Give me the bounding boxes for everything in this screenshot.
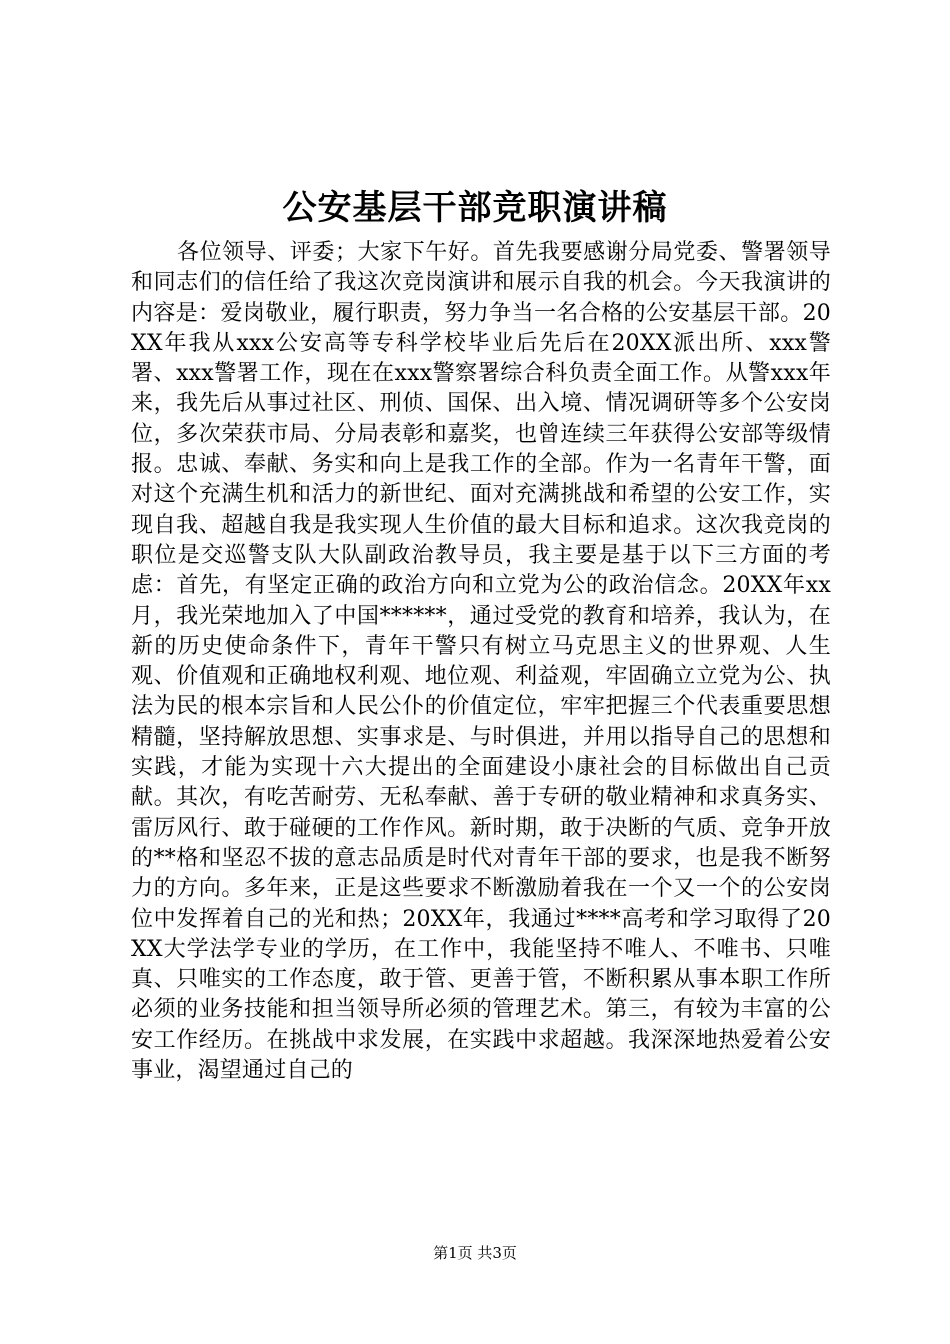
page-footer-indicator: 第1页 共3页 [433, 1244, 517, 1262]
document-title: 公安基层干部竞职演讲稿 [282, 188, 668, 228]
document-body-paragraph: 各位领导、评委；大家下午好。首先我要感谢分局党委、警署领导和同志们的信任给了我这次竞岗演讲和展示自我的机会。今天我演讲的内容是：爱岗敬业，履行职责，努力争当一名合格的公安基层干部。20XX年我从xxx公安高等专科学校毕业后先后在20XX派出所、xxx警署、xxx警署工作，现在在xxx警察署综合科负责全面工作。从警xxx年来，我先后从事过社区、刑侦、国保、出入境、情况调研等多个公安岗位，多次荣获市局、分局表彰和嘉奖，也曾连续三年获得公安部等级情报。忠诚、奉献、务实和向上是我工作的全部。作为一名青年干警，面对这个充满生机和活力的新世纪、面对充满挑战和希望的公安工作，实现自我、超越自我是我实现人生价值的最大目标和追求。这次我竞岗的职位是交巡警支队大队副政治教导员，我主要是基于以下三方面的考虑：首先，有坚定正确的政治方向和立党为公的政治信念。20XX年xx月，我光荣地加入了中国******，通过受党的教育和培养，我认为，在新的历史使命条件下，青年干警只有树立马克思主义的世界观、人生观、价值观和正确地权利观、地位观、利益观，牢固确立立党为公、执法为民的根本宗旨和人民公仆的价值定位，牢牢把握三个代表重要思想精髓，坚持解放思想、实事求是、与时俱进，并用以指导自己的思想和实践，才能为实现十六大提出的全面建设小康社会的目标做出自己贡献。其次，有吃苦耐劳、无私奉献、善于专研的敬业精神和求真务实、雷厉风行、敢于碰硬的工作作风。新时期，敢于决断的气质、竞争开放的**格和坚忍不拔的意志品质是时代对青年干部的要求，也是我不断努力的方向。多年来，正是这些要求不断激励着我在一个又一个的公安岗位中发挥着自己的光和热；20XX年，我通过****高考和学习取得了20XX大学法学专业的学历，在工作中，我能坚持不唯人、不唯书、只唯真、只唯实的工作态度，敢于管、更善于管，不断积累从事本职工作所必须的业务技能和担当领导所必须的管理艺术。第三，有较为丰富的公安工作经历。在挑战中求发展，在实践中求超越。我深深地热爱着公安事业，渴望通过自己的 [131, 240, 831, 1084]
